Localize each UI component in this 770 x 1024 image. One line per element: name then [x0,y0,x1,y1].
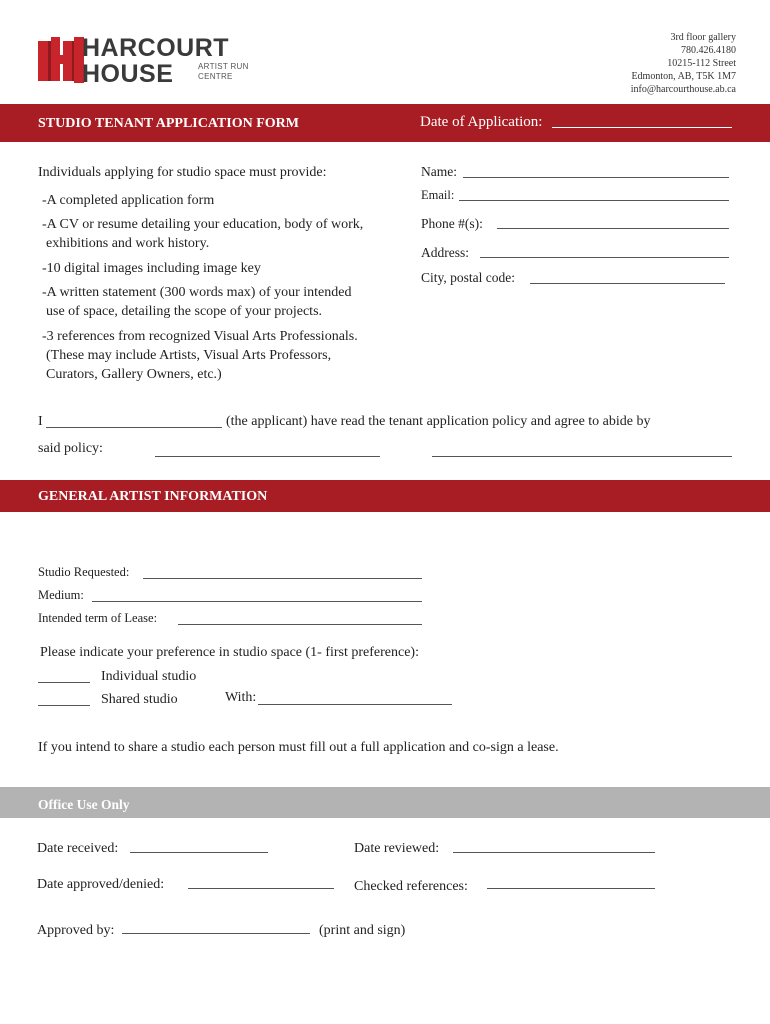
studio-requested-label: Studio Requested: [38,565,130,579]
print-sign-note: (print and sign) [319,923,406,938]
contact-phone: 780.426.4180 [681,45,736,56]
studio-requested-field[interactable] [143,578,422,579]
date-received-label: Date received: [37,841,119,856]
individual-studio-label: Individual studio [101,669,197,684]
shared-preference-field[interactable] [38,705,90,706]
term-field[interactable] [178,624,422,625]
medium-field[interactable] [92,601,422,602]
requirement-item-cont: use of space, detailing the scope of your projects. [46,304,323,319]
section-title-application: STUDIO TENANT APPLICATION FORM [38,116,299,131]
signature-field[interactable] [155,456,380,457]
individual-preference-field[interactable] [38,682,90,683]
address-label: Address: [421,245,469,260]
requirements-intro: Individuals applying for studio space must provide: [38,165,327,180]
requirement-item-cont: exhibitions and work history. [46,236,210,251]
date-received-field[interactable] [130,852,268,853]
address-field[interactable] [480,257,729,258]
name-field[interactable] [463,177,729,178]
approved-by-field[interactable] [122,933,310,934]
phone-label: Phone #(s): [421,216,483,231]
requirement-item: -A CV or resume detailing your education, body of work, [42,217,364,232]
date-of-application-field[interactable] [552,127,732,128]
name-label: Name: [421,164,457,179]
city-postal-field[interactable] [530,283,725,284]
brand-subtitle-line1: ARTIST RUN [198,62,249,71]
phone-field[interactable] [497,228,729,229]
date-of-application-label: Date of Application: [420,114,543,130]
signature-date-field[interactable] [432,456,732,457]
applicant-name-field[interactable] [46,427,222,428]
requirement-item: -A completed application form [42,193,215,208]
shared-studio-label: Shared studio [101,692,178,707]
requirement-item: -A written statement (300 words max) of your intended [42,285,352,300]
brand-name-line1: HARCOURT [82,34,230,62]
approved-by-label: Approved by: [37,923,115,938]
brand-name-line2: HOUSE [82,60,174,88]
email-label: Email: [421,188,455,202]
requirement-item-cont: (These may include Artists, Visual Arts Professors, [46,348,332,363]
checked-references-field[interactable] [487,888,655,889]
with-label: With: [225,690,257,705]
agreement-prefix: I [38,414,43,429]
contact-gallery: 3rd floor gallery [670,32,736,43]
email-field[interactable] [459,200,729,201]
city-postal-label: City, postal code: [421,270,515,285]
preference-prompt: Please indicate your preference in studio space (1- first preference): [40,645,419,660]
term-label: Intended term of Lease: [38,611,158,625]
brand-subtitle-line2: CENTRE [198,72,233,81]
medium-label: Medium: [38,588,84,602]
contact-email[interactable]: info@harcourthouse.ab.ca [630,84,736,95]
requirement-item: -10 digital images including image key [42,261,261,276]
agreement-line2: said policy: [38,441,103,456]
requirement-item-cont: Curators, Gallery Owners, etc.) [46,367,222,382]
requirement-item: -3 references from recognized Visual Arts Professionals. [42,329,358,344]
section-title-artist-info: GENERAL ARTIST INFORMATION [38,489,268,504]
agreement-text: (the applicant) have read the tenant application policy and agree to abide by [226,414,651,429]
contact-city: Edmonton, AB, T5K 1M7 [631,71,736,82]
harcourt-house-logo-icon [38,37,84,83]
date-reviewed-field[interactable] [453,852,655,853]
date-reviewed-label: Date reviewed: [354,841,440,856]
checked-references-label: Checked references: [354,879,468,894]
section-title-office: Office Use Only [38,797,130,812]
date-approved-label: Date approved/denied: [37,877,165,892]
contact-street: 10215-112 Street [667,58,736,69]
share-note: If you intend to share a studio each person must fill out a full application and co-sign a lease. [38,740,559,755]
shared-with-field[interactable] [258,704,452,705]
date-approved-field[interactable] [188,888,334,889]
